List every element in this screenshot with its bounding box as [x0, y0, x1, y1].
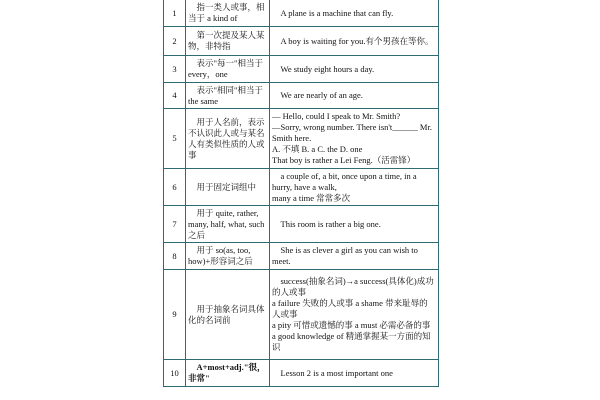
usage-cell: 表示"每一"相当于 every，one [186, 56, 270, 83]
example-cell [270, 83, 439, 109]
example-line: — Hello, could I speak to Mr. Smith? [272, 111, 401, 121]
example-line: a pity 可惜或遗憾的事 a must 必需必备的事 [272, 320, 431, 330]
example-line: A. 不填 B. a C. the D. one [272, 144, 363, 154]
usage-cell: 用于固定词组中 [186, 169, 270, 206]
usage-cell: 表示"相同"相当于 the same [186, 83, 270, 109]
row-number: 3 [164, 56, 186, 83]
article-usage-table [163, 0, 439, 387]
table-row [164, 206, 439, 243]
example-line: That boy is rather a Lei Feng.（活雷锋） [272, 155, 416, 165]
row-number: 8 [164, 243, 186, 270]
usage-cell: A+most+adj."很，非常" [186, 360, 270, 387]
example-cell [270, 360, 439, 387]
row-number: 1 [164, 0, 186, 27]
table-row [164, 360, 439, 387]
example-line: success(抽象名词)→a success(具体化)成功的人或事 [272, 276, 434, 297]
usage-cell: 用于 quite, rather, many, half, what, such之后 [186, 206, 270, 243]
example-line: a failure 失败的人或事 a shame 带来耻辱的人或事 [272, 298, 428, 319]
row-number: 5 [164, 109, 186, 169]
example-cell [270, 169, 439, 206]
row-number: 10 [164, 360, 186, 387]
usage-cell: 用于 so(as, too, how)+形容词之后 [186, 243, 270, 270]
example-line: a good knowledge of 精通掌握某一方面的知识 [272, 331, 431, 352]
example-line: She is as clever a girl as you can wish to meet. [272, 245, 418, 266]
table-row [164, 243, 439, 270]
table-row [164, 0, 439, 27]
row-number: 7 [164, 206, 186, 243]
example-line: many a time 常常多次 [272, 192, 351, 203]
row-number: 9 [164, 270, 186, 360]
usage-cell: 第一次提及某人某物，非特指 [186, 27, 270, 56]
example-line: This room is rather a big one. [280, 218, 381, 229]
table-row [164, 270, 439, 360]
table-row [164, 169, 439, 206]
example-cell [270, 56, 439, 83]
example-cell [270, 270, 439, 360]
example-line: We are nearly of an age. [280, 90, 363, 100]
usage-cell: 用于人名前，表示不认识此人或与某名人有类似性质的人或事 [186, 109, 270, 169]
example-cell [270, 206, 439, 243]
table-row [164, 27, 439, 56]
example-line: a couple of, a bit, once upon a time, in a hurry, have a walk, [272, 170, 417, 192]
example-cell [270, 109, 439, 169]
example-cell [270, 27, 439, 56]
example-line: We study eight hours a day. [280, 63, 375, 74]
table-row [164, 56, 439, 83]
usage-cell: 用于抽象名词具体化的名词前 [186, 270, 270, 360]
usage-cell: 指一类人或事，相当于 a kind of [186, 0, 270, 27]
example-cell [270, 0, 439, 27]
example-line: —Sorry, wrong number. There isn't______ Mr. Smith here. [272, 122, 432, 143]
row-number: 2 [164, 27, 186, 56]
example-cell [270, 243, 439, 270]
row-number: 4 [164, 83, 186, 109]
example-line: A plane is a machine that can fly. [280, 7, 394, 18]
example-line: A boy is waiting for you.有个男孩在等你。 [280, 35, 434, 46]
table-row [164, 109, 439, 169]
table-row [164, 83, 439, 109]
example-line: Lesson 2 is a most important one [280, 367, 393, 378]
row-number: 6 [164, 169, 186, 206]
